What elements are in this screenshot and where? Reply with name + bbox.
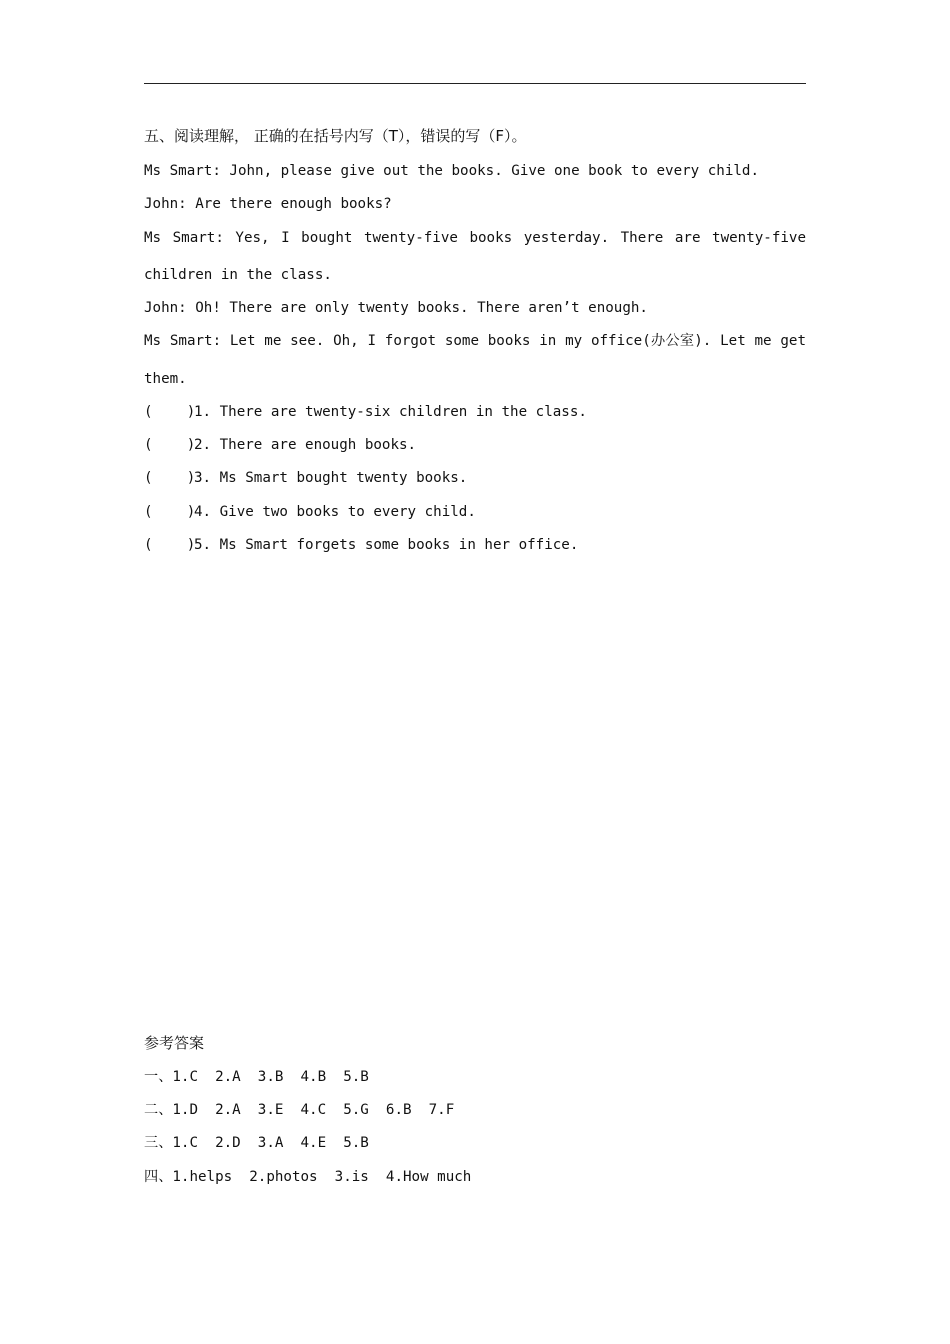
- answers-title: 参考答案: [144, 1034, 205, 1052]
- header-rule: [144, 83, 806, 84]
- question-item: [144, 435, 416, 455]
- question-text: 4. Give two books to every child.: [194, 504, 476, 520]
- answer-line: 一、1.C 2.A 3.B 4.B 5.B: [144, 1069, 369, 1085]
- answer-blank[interactable]: ( ): [144, 404, 196, 420]
- dialogue-line: John: Are there enough books?: [144, 196, 392, 212]
- question-text: 5. Ms Smart forgets some books in her office.: [194, 537, 579, 553]
- answer-blank[interactable]: ( ): [144, 470, 196, 486]
- answer-line: 二、1.D 2.A 3.E 4.C 5.G 6.B 7.F: [144, 1102, 455, 1118]
- dialogue-line: them.: [144, 371, 187, 387]
- question-text: 2. There are enough books.: [194, 437, 417, 453]
- section-title: 五、阅读理解， 正确的在括号内写（T），错误的写（F）。: [144, 127, 527, 145]
- dialogue-line: Ms Smart: John, please give out the books. Give one book to every child.: [144, 163, 759, 179]
- answer-blank[interactable]: ( ): [144, 537, 196, 553]
- dialogue-line: John: Oh! There are only twenty books. There aren’t enough.: [144, 300, 648, 316]
- dialogue-line: Ms Smart: Yes, I bought twenty-five books yesterday. There are twenty-five: [144, 230, 806, 246]
- dialogue-line: Ms Smart: Let me see. Oh, I forgot some books in my office(办公室). Let me get: [144, 333, 806, 349]
- dialogue-line: children in the class.: [144, 267, 332, 283]
- question-item: [144, 402, 587, 422]
- question-text: 1. There are twenty-six children in the class.: [194, 404, 587, 420]
- question-text: 3. Ms Smart bought twenty books.: [194, 470, 468, 486]
- question-item: [144, 468, 467, 488]
- question-item: [144, 502, 476, 522]
- answer-blank[interactable]: ( ): [144, 437, 196, 453]
- answer-line: 四、1.helps 2.photos 3.is 4.How much: [144, 1169, 472, 1185]
- answer-blank[interactable]: ( ): [144, 504, 196, 520]
- answer-line: 三、1.C 2.D 3.A 4.E 5.B: [144, 1135, 369, 1151]
- question-item: [144, 535, 578, 555]
